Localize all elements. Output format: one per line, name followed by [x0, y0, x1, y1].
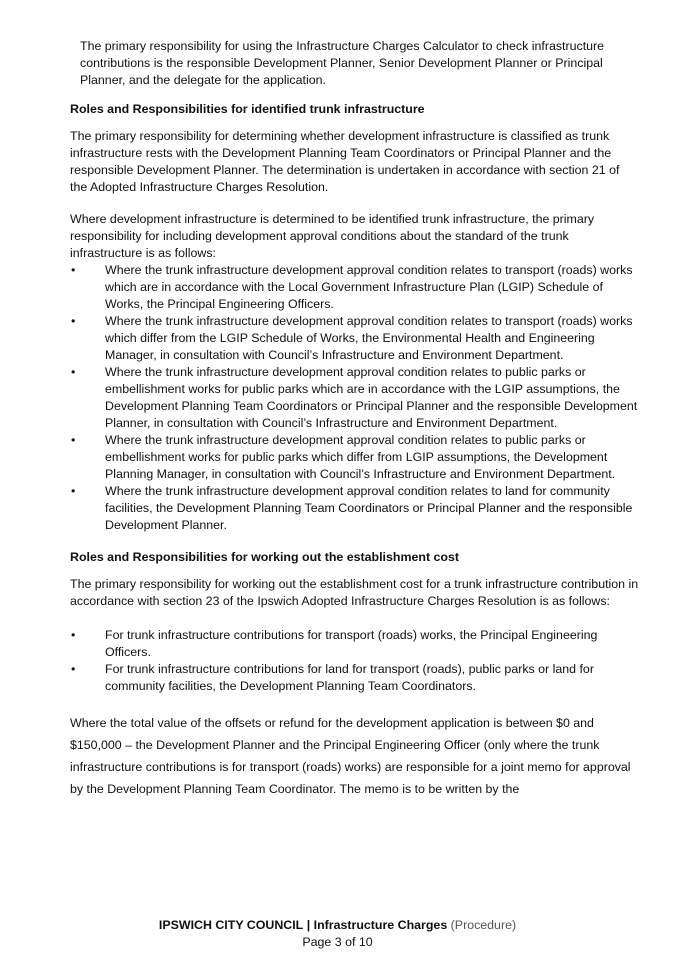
bullet-icon: •	[71, 628, 76, 642]
bullet-list-trunk-conditions	[70, 262, 640, 534]
footer-doc-type: (Procedure)	[450, 918, 517, 932]
bullet-icon: •	[71, 662, 76, 676]
intro-paragraph: The primary responsibility for using the Infrastructure Charges Calculator to check infrastructure contributions is the responsible Development Planner, Senior Development Planner or Principal Planner, and the delegate for the application.	[80, 39, 605, 87]
bullet-icon: •	[71, 365, 76, 379]
section-heading-establishment-cost: Roles and Responsibilities for working out the establishment cost	[70, 550, 459, 564]
footer-separator: |	[306, 918, 311, 932]
section-heading-trunk-infrastructure: Roles and Responsibilities for identified trunk infrastructure	[70, 102, 425, 116]
document-body	[70, 38, 640, 800]
page-footer	[0, 917, 675, 951]
list-item: • Where the trunk infrastructure development approval condition relates to public parks or embellishment works for public parks which are in accordance with the LGIP assumptions, the Development Planning Team Coordinators or Principal Planner and the responsible Development Planner, in consultation with Council’s Infrastructure and Environment Department.	[71, 365, 638, 430]
paragraph-trunk-determination: The primary responsibility for determining whether development infrastructure is classified as trunk infrastructure rests with the Development Planning Team Coordinators or Principal Planner and the responsible Development Planner. The determination is undertaken in accordance with section 21 of the Adopted Infrastructure Charges Resolution.	[70, 129, 620, 194]
footer-doc-title: Infrastructure Charges	[313, 918, 448, 932]
bullet-icon: •	[71, 433, 76, 447]
bullet-list-establishment-cost	[70, 627, 640, 695]
list-item: • Where the trunk infrastructure development approval condition relates to transport (roads) works which are in accordance with the Local Government Infrastructure Plan (LGIP) Schedule of Works, the Principal Engineering Officers.	[71, 263, 633, 311]
footer-title-line	[0, 917, 675, 934]
bullet-icon: •	[71, 263, 76, 277]
page-number: Page 3 of 10	[302, 935, 373, 949]
footer-org: IPSWICH CITY COUNCIL	[158, 918, 304, 932]
list-item: • Where the trunk infrastructure development approval condition relates to transport (roads) works which differ from the LGIP Schedule of Works, the Environmental Health and Engineering Manager, in consultation with Council’s Infrastructure and Environment Department.	[71, 314, 633, 362]
paragraph-trunk-conditions: Where development infrastructure is determined to be identified trunk infrastructure, the primary responsibility for including development approval conditions about the standard of the trunk infrastructure is as follows:	[70, 212, 595, 260]
bullet-icon: •	[71, 484, 76, 498]
list-item: • Where the trunk infrastructure development approval condition relates to land for community facilities, the Development Planning Team Coordinators or Principal Planner and the responsible Development Planner.	[71, 484, 633, 532]
paragraph-offsets-refund: Where the total value of the offsets or refund for the development application is between $0 and $150,000 – the Development Planner and the Principal Engineering Officer (only where the trunk infrastructure contributions is for transport (roads) works) are responsible for a joint memo for approval by the Development Planning Team Coordinator. The memo is to be written by the	[70, 716, 631, 796]
list-item: • For trunk infrastructure contributions for land for transport (roads), public parks or land for community facilities, the Development Planning Team Coordinators.	[71, 662, 594, 693]
bullet-icon: •	[71, 314, 76, 328]
list-item: • For trunk infrastructure contributions for transport (roads) works, the Principal Engineering Officers.	[71, 628, 598, 659]
list-item: • Where the trunk infrastructure development approval condition relates to public parks or embellishment works for public parks which differ from LGIP assumptions, the Development Planning Manager, in consultation with Council’s Infrastructure and Environment Department.	[71, 433, 616, 481]
paragraph-establishment-cost: The primary responsibility for working out the establishment cost for a trunk infrastructure contribution in accordance with section 23 of the Ipswich Adopted Infrastructure Charges Resolution is as follows:	[70, 577, 639, 608]
